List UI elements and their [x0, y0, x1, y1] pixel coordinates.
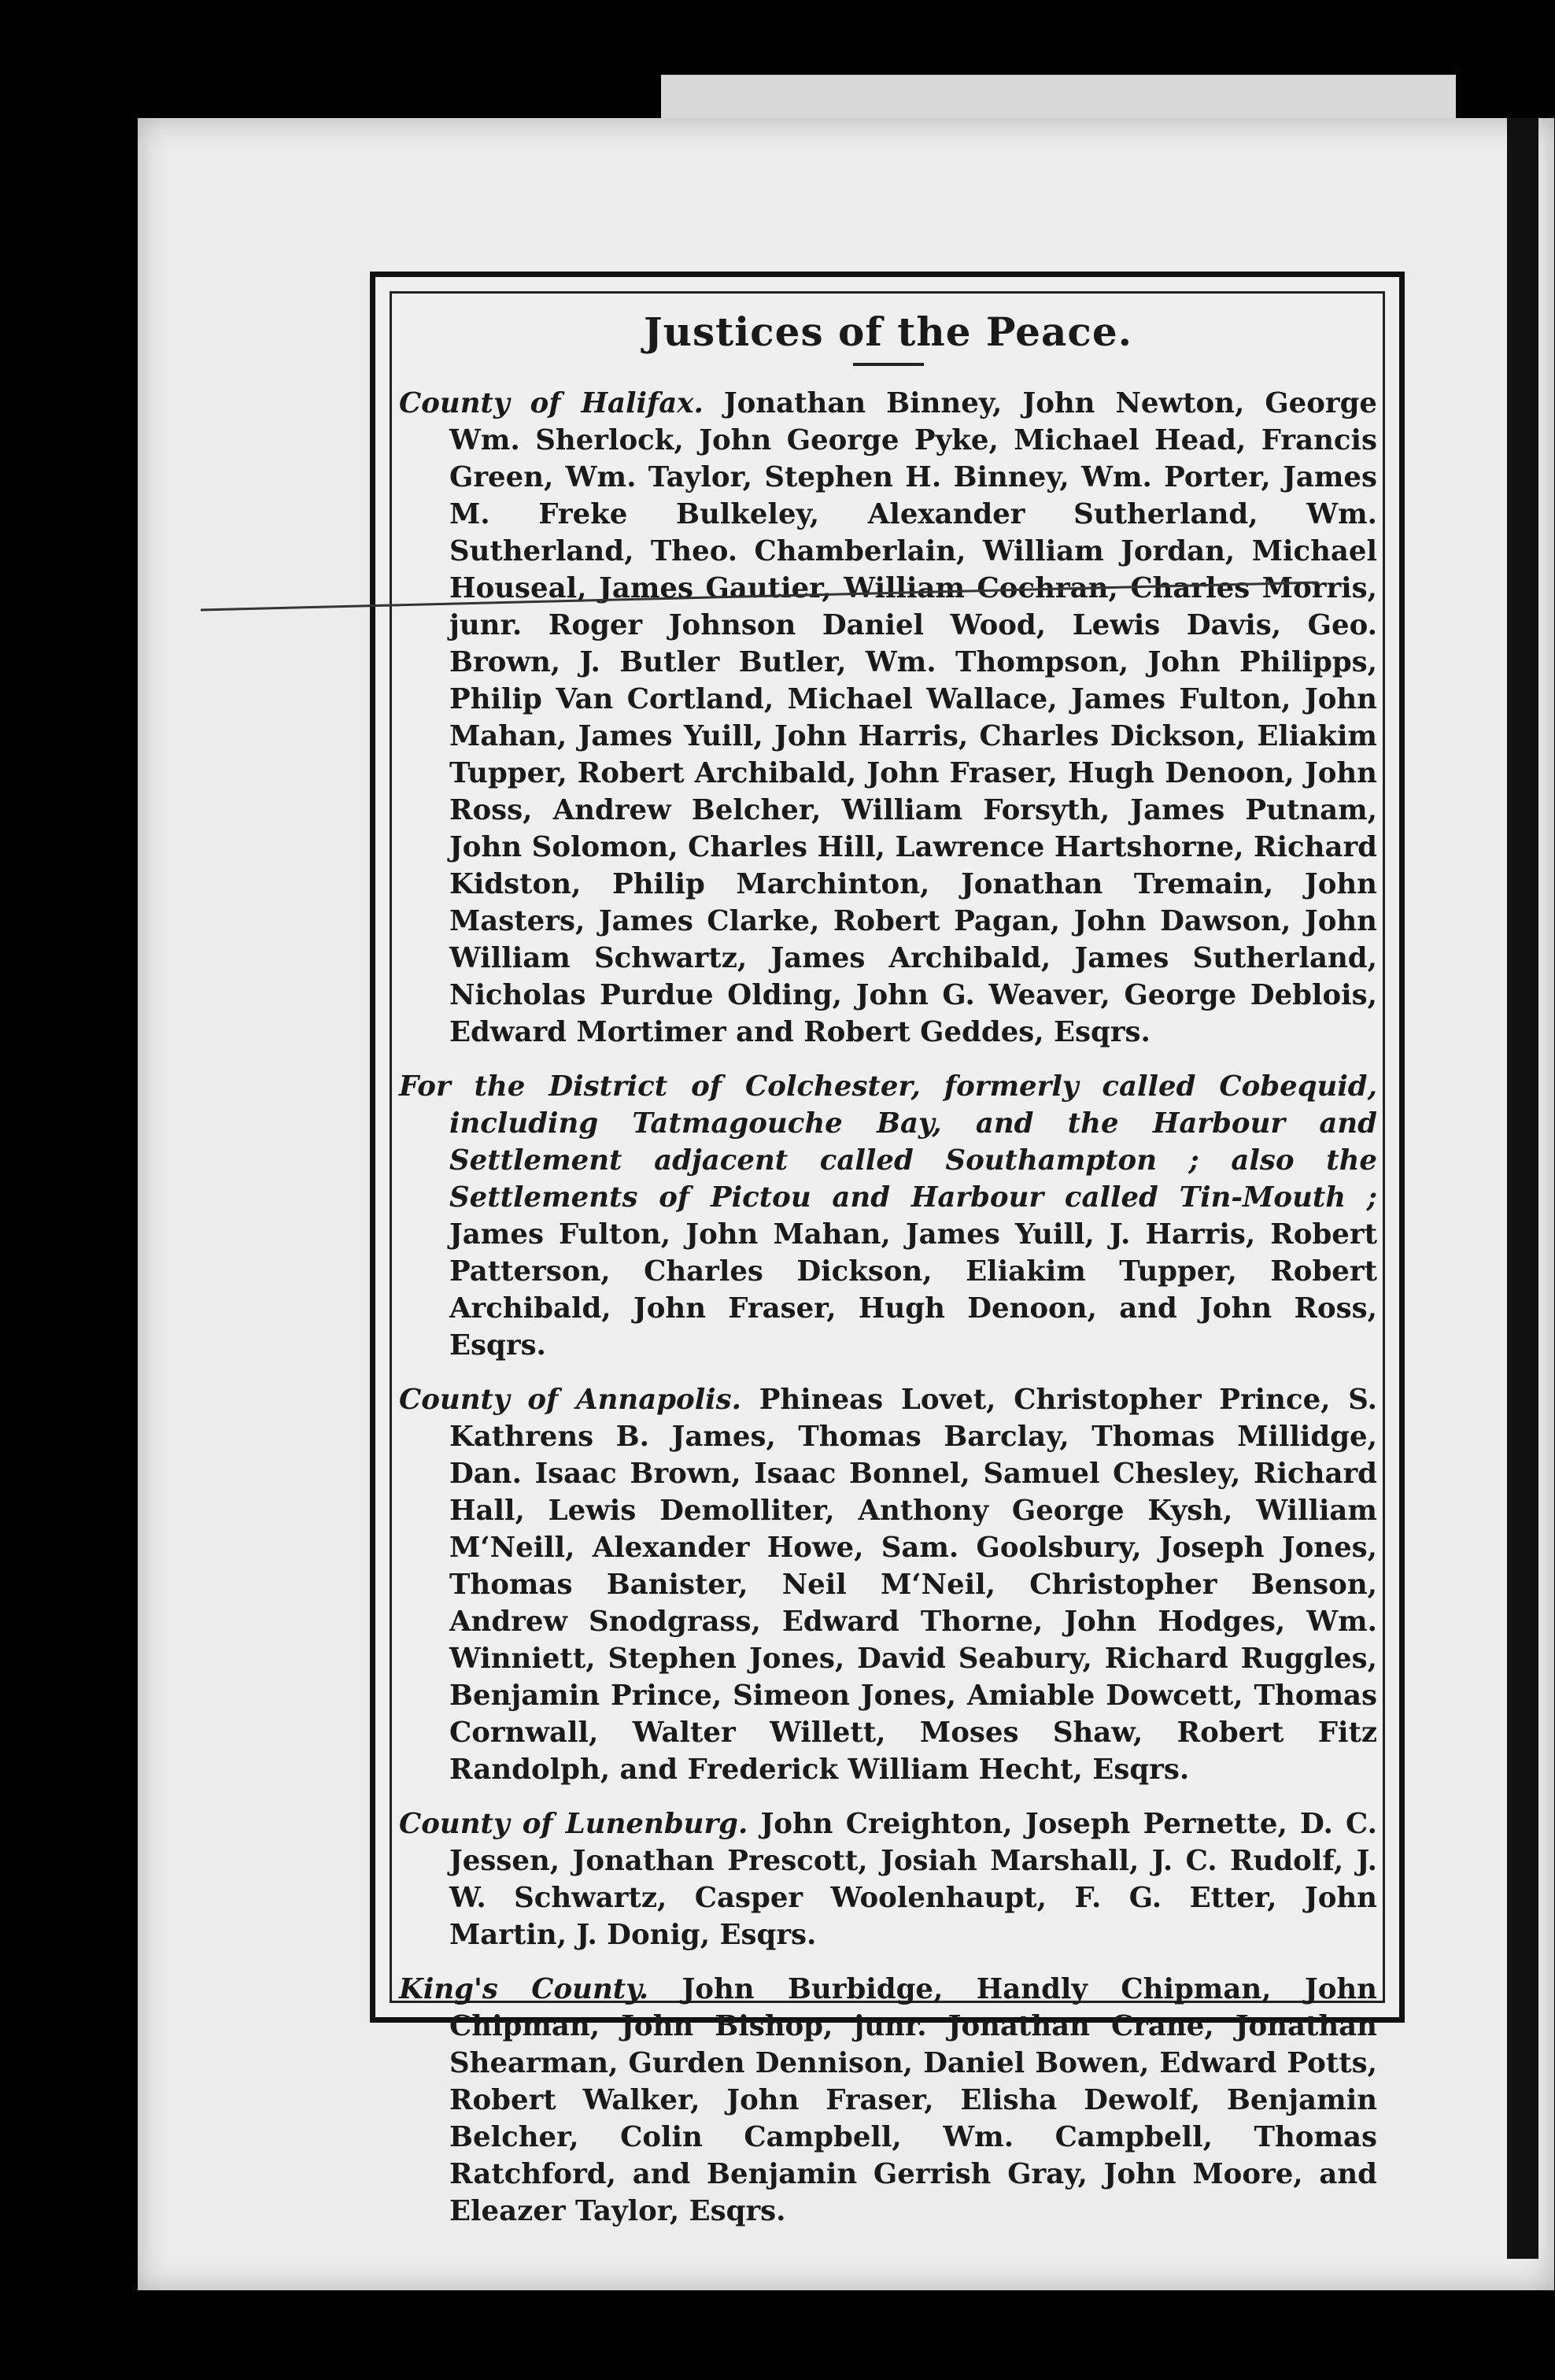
title-underline — [853, 363, 924, 366]
entry-heading: County of Halifax. — [399, 387, 704, 419]
entry-heading: King's County. — [399, 1973, 649, 2005]
book-spine-shadow — [1507, 118, 1538, 2259]
document-body — [399, 309, 1378, 2227]
entry-heading: For the District of Colchester, formerly called Cobequid, including Tatmagouche Bay, and the Harbour and Settlement adjacent called Southampton ; also the Settlements of Pictou and Harbour called Tin-Mouth ; — [399, 1070, 1377, 1214]
entry-heading: County of Lunenburg. — [399, 1808, 748, 1840]
entry-heading: County of Annapolis. — [399, 1384, 742, 1416]
entry-names: Jonathan Binney, John Newton, George Wm. Sherlock, John George Pyke, Michael Head, Francis Green, Wm. Taylor, Stephen H. Binney, Wm. Porter, James M. Freke Bulkeley, Alexander Sutherland, Wm. Sutherland, Theo. Chamberlain, William Jordan, Michael Houseal, James Gautier, William Cochran, Charles Morris, junr. Roger Johnson Daniel Wood, Lewis Davis, Geo. Brown, J. Butler Butler, Wm. Thompson, John Philipps, Philip Van Cortland, Michael Wallace, James Fulton, John Mahan, James Yuill, John Harris, Charles Dickson, Eliakim Tupper, Robert Archibald, John Fraser, Hugh Denoon, John Ross, Andrew Belcher, William Forsyth, James Putnam, John Solomon, Charles Hill, Lawrence Hartshorne, Richard Kidston, Philip Marchinton, Jonathan Tremain, John Masters, James Clarke, Robert Pagan, John Dawson, John William Schwartz, James Archibald, James Sutherland, Nicholas Purdue Olding, John G. Weaver, George Deblois, Edward Mortimer and Robert Geddes, Esqrs. — [449, 387, 1378, 1048]
text-frame — [370, 272, 1405, 2227]
entry-lunenburg — [399, 1805, 1377, 1953]
entry-names: James Fulton, John Mahan, James Yuill, J. Harris, Robert Patterson, Charles Dickson, Eliakim Tupper, Robert Archibald, John Fraser, Hugh Denoon, and John Ross, Esqrs. — [449, 1218, 1377, 1362]
entry-halifax — [399, 385, 1377, 1051]
entry-names: John Burbidge, Handly Chipman, John Chipman, John Bishop, junr. Jonathan Crane, Jonathan Shearman, Gurden Dennison, Daniel Bowen, Edward Potts, Robert Walker, John Fraser, Elisha Dewolf, Benjamin Belcher, Colin Campbell, Wm. Campbell, Thomas Ratchford, and Benjamin Gerrish Gray, John Moore, and Eleazer Taylor, Esqrs. — [449, 1973, 1377, 2227]
entry-names: Phineas Lovet, Christopher Prince, S. Kathrens B. James, Thomas Barclay, Thomas Millidge, Dan. Isaac Brown, Isaac Bonnel, Samuel Chesley, Richard Hall, Lewis Demolliter, Anthony George Kysh, William M‘Neill, Alexander Howe, Sam. Goolsbury, Joseph Jones, Thomas Banister, Neil M‘Neil, Christopher Benson, Andrew Snodgrass, Edward Thorne, John Hodges, Wm. Winniett, Stephen Jones, David Seabury, Richard Ruggles, Benjamin Prince, Simeon Jones, Amiable Dowcett, Thomas Cornwall, Walter Willett, Moses Shaw, Robert Fitz Randolph, and Frederick William Hecht, Esqrs. — [449, 1384, 1378, 1786]
entry-names: John Creighton, Joseph Pernette, D. C. Jessen, Jonathan Prescott, Josiah Marshall, J. C. Rudolf, J. W. Schwartz, Casper Woolenhaupt, F. G. Etter, John Martin, J. Donig, Esqrs. — [449, 1808, 1377, 1951]
page-title: Justices of the Peace. — [643, 309, 1133, 355]
entry-kings-county — [399, 1971, 1377, 2230]
entry-colchester — [399, 1068, 1377, 1364]
entry-annapolis — [399, 1381, 1377, 1788]
